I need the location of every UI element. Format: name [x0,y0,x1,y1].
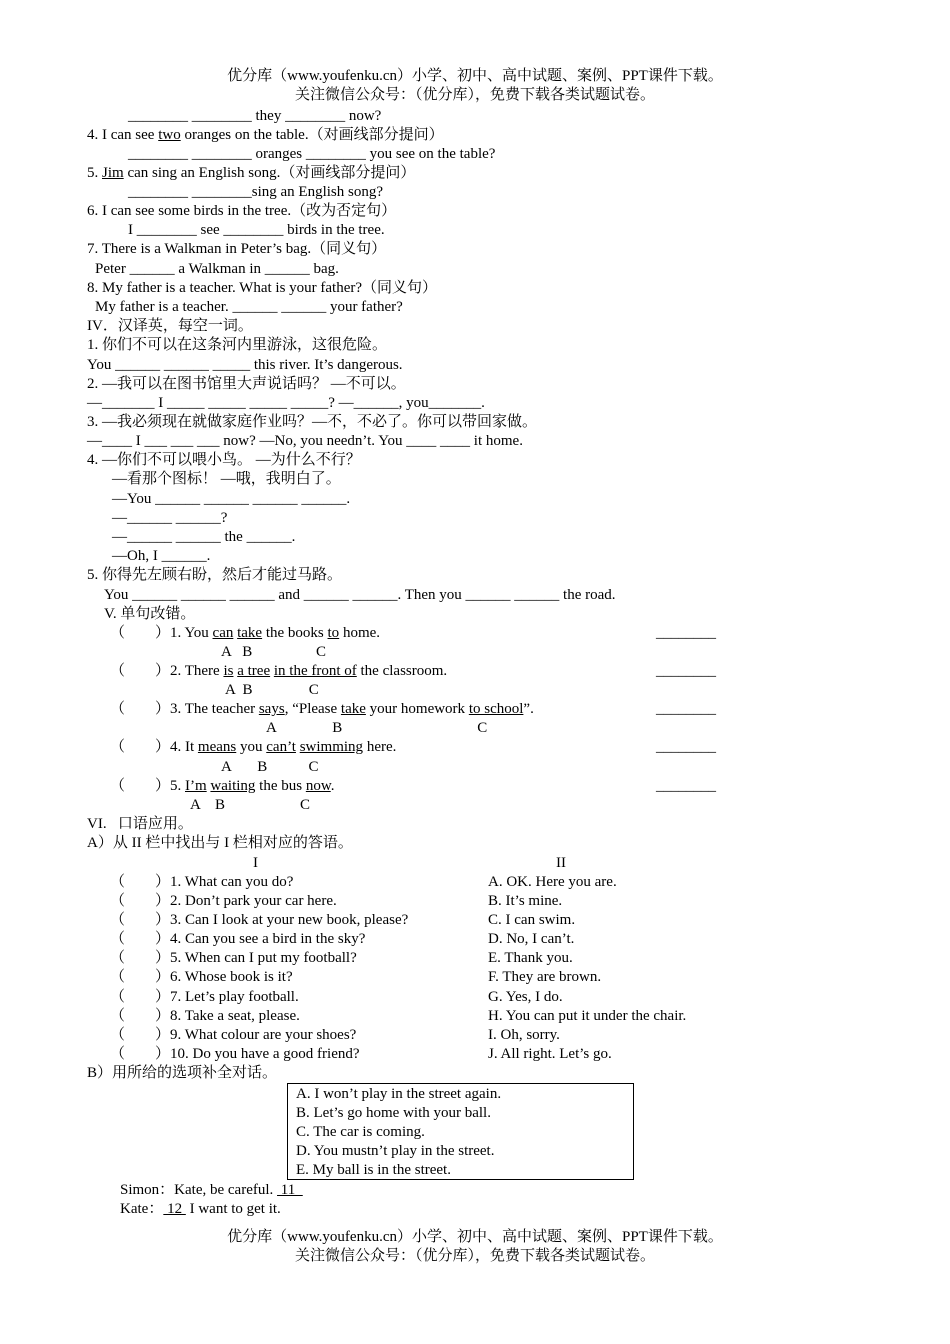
match-answer: J. All right. Let’s go. [488,1046,612,1062]
match-paren: （ ） [110,1027,171,1043]
s4-q4-answer-1: —You ______ ______ ______ ______. [112,491,351,507]
s5-option-letters: A B C [221,644,327,660]
match-answer: A. OK. Here you are. [488,874,617,890]
s4-q1-answer: You ______ ______ _____ this river. It’s dangerous. [87,357,403,373]
s5-item: 3. The teacher says, “Please take your homework to school”. [170,701,534,717]
section-5-title: V. 单句改错。 [104,606,196,622]
s5-paren: （ ） [110,701,171,717]
q7-question: 7. There is a Walkman in Peter’s bag.（同义句） [87,241,387,257]
s4-q2: 2. —我可以在图书馆里大声说话吗？ —不可以。 [87,376,406,392]
s6-part-b-title: B）用所给的选项补全对话。 [87,1065,278,1081]
match-question: 10. Do you have a good friend? [170,1046,360,1062]
s4-q3: 3. —我必须现在就做家庭作业吗？—不，不必了。你可以带回家做。 [87,414,538,430]
s5-item: 5. I’m waiting the bus now. [170,778,335,794]
match-paren: （ ） [110,874,171,890]
s5-answer-blank: ________ [656,701,716,717]
s4-q4-answer-3: —______ ______ the ______. [112,529,296,545]
match-answer: G. Yes, I do. [488,989,563,1005]
match-question: 5. When can I put my football? [170,950,357,966]
option-item: C. The car is coming. [296,1124,425,1140]
footer-line-2: 关注微信公众号：（优分库），免费下载各类试题试卷。 [294,1248,655,1264]
match-paren: （ ） [110,931,171,947]
header-line-2: 关注微信公众号：（优分库），免费下载各类试题试卷。 [294,87,655,103]
s5-item: 2. There is a tree in the front of the classroom. [170,663,448,679]
match-question: 3. Can I look at your new book, please? [170,912,409,928]
match-paren: （ ） [110,989,171,1005]
s4-q5-answer: You ______ ______ ______ and ______ ______. Then you ______ ______ the road. [104,587,616,603]
s6-part-a-title: A）从 II 栏中找出与 I 栏相对应的答语。 [87,835,353,851]
q4-answer-line: ________ ________ oranges ________ you see on the table? [128,146,496,162]
s5-paren: （ ） [110,778,171,794]
match-paren: （ ） [110,950,171,966]
s4-q4: 4. —你们不可以喂小鸟。 —为什么不行？ [87,452,361,468]
match-paren: （ ） [110,969,171,985]
s5-answer-blank: ________ [656,778,716,794]
s4-q2-answer: —_______ I _____ _____ _____ _____? —______, you_______. [87,395,485,411]
match-paren: （ ） [110,893,171,909]
q4-question: 4. I can see two oranges on the table.（对画线部分提问） [87,127,444,143]
match-question: 4. Can you see a bird in the sky? [170,931,366,947]
s5-option-letters: A B C [266,720,488,736]
dialogue-line-simon: Simon：Kate, be careful. 11 [120,1182,303,1198]
match-answer: H. You can put it under the chair. [488,1008,687,1024]
s4-q1: 1. 你们不可以在这条河内里游泳，这很危险。 [87,337,388,353]
q6-answer-line: I ________ see ________ birds in the tree. [128,222,385,238]
s5-paren: （ ） [110,739,171,755]
q8-answer-line: My father is a teacher. ______ ______ your father? [95,299,403,315]
match-answer: B. It’s mine. [488,893,563,909]
match-answer: I. Oh, sorry. [488,1027,560,1043]
match-paren: （ ） [110,1046,171,1062]
s4-q3-answer: —____ I ___ ___ ___ now? —No, you needn’t. You ____ ____ it home. [87,433,523,449]
match-question: 6. Whose book is it? [170,969,293,985]
match-answer: F. They are brown. [488,969,602,985]
match-answer: E. Thank you. [488,950,573,966]
s5-option-letters: A B C [190,797,311,813]
s5-answer-blank: ________ [656,739,716,755]
q5-question: 5. Jim can sing an English song.（对画线部分提问） [87,165,416,181]
header-line-1: 优分库（www.youfenku.cn）小学、初中、高中试题、案例、PPT课件下载。 [227,68,723,84]
match-question: 1. What can you do? [170,874,294,890]
match-question: 2. Don’t park your car here. [170,893,337,909]
s5-item: 4. It means you can’t swimming here. [170,739,397,755]
s4-q4-answer-2: —______ ______? [112,510,228,526]
s5-paren: （ ） [110,663,171,679]
match-question: 8. Take a seat, please. [170,1008,300,1024]
q5-answer-line: ________ ________sing an English song? [128,184,383,200]
match-question: 7. Let’s play football. [170,989,299,1005]
section-6-title: VI. 口语应用。 [87,816,193,832]
q8-question: 8. My father is a teacher. What is your father?（同义句） [87,280,438,296]
s5-paren: （ ） [110,625,171,641]
option-item: D. You mustn’t play in the street. [296,1143,495,1159]
column-1-heading: I [253,855,258,871]
match-answer: C. I can swim. [488,912,576,928]
q7-answer-line: Peter ______ a Walkman in ______ bag. [95,261,339,277]
s5-answer-blank: ________ [656,663,716,679]
s4-q5: 5. 你得先左顾右盼，然后才能过马路。 [87,567,343,583]
s4-q4-answer-4: —Oh, I ______. [112,548,211,564]
s5-item: 1. You can take the books to home. [170,625,381,641]
s5-option-letters: A B C [225,682,319,698]
option-item: A. I won’t play in the street again. [296,1086,502,1102]
dialogue-line-kate: Kate： 12 I want to get it. [120,1201,281,1217]
column-2-heading: II [556,855,566,871]
footer-line-1: 优分库（www.youfenku.cn）小学、初中、高中试题、案例、PPT课件下载。 [227,1229,723,1245]
option-item: B. Let’s go home with your ball. [296,1105,491,1121]
section-4-title: IV．汉译英，每空一词。 [87,318,253,334]
options-box [287,1083,634,1180]
s5-answer-blank: ________ [656,625,716,641]
option-item: E. My ball is in the street. [296,1162,451,1178]
s5-option-letters: A B C [221,759,319,775]
match-question: 9. What colour are your shoes? [170,1027,357,1043]
q6-question: 6. I can see some birds in the tree.（改为否定句） [87,203,397,219]
match-answer: D. No, I can’t. [488,931,575,947]
match-paren: （ ） [110,912,171,928]
q3-answer-line: ________ ________ they ________ now? [128,108,382,124]
s4-q4-sub: —看那个图标！ —哦，我明白了。 [112,471,341,487]
match-paren: （ ） [110,1008,171,1024]
